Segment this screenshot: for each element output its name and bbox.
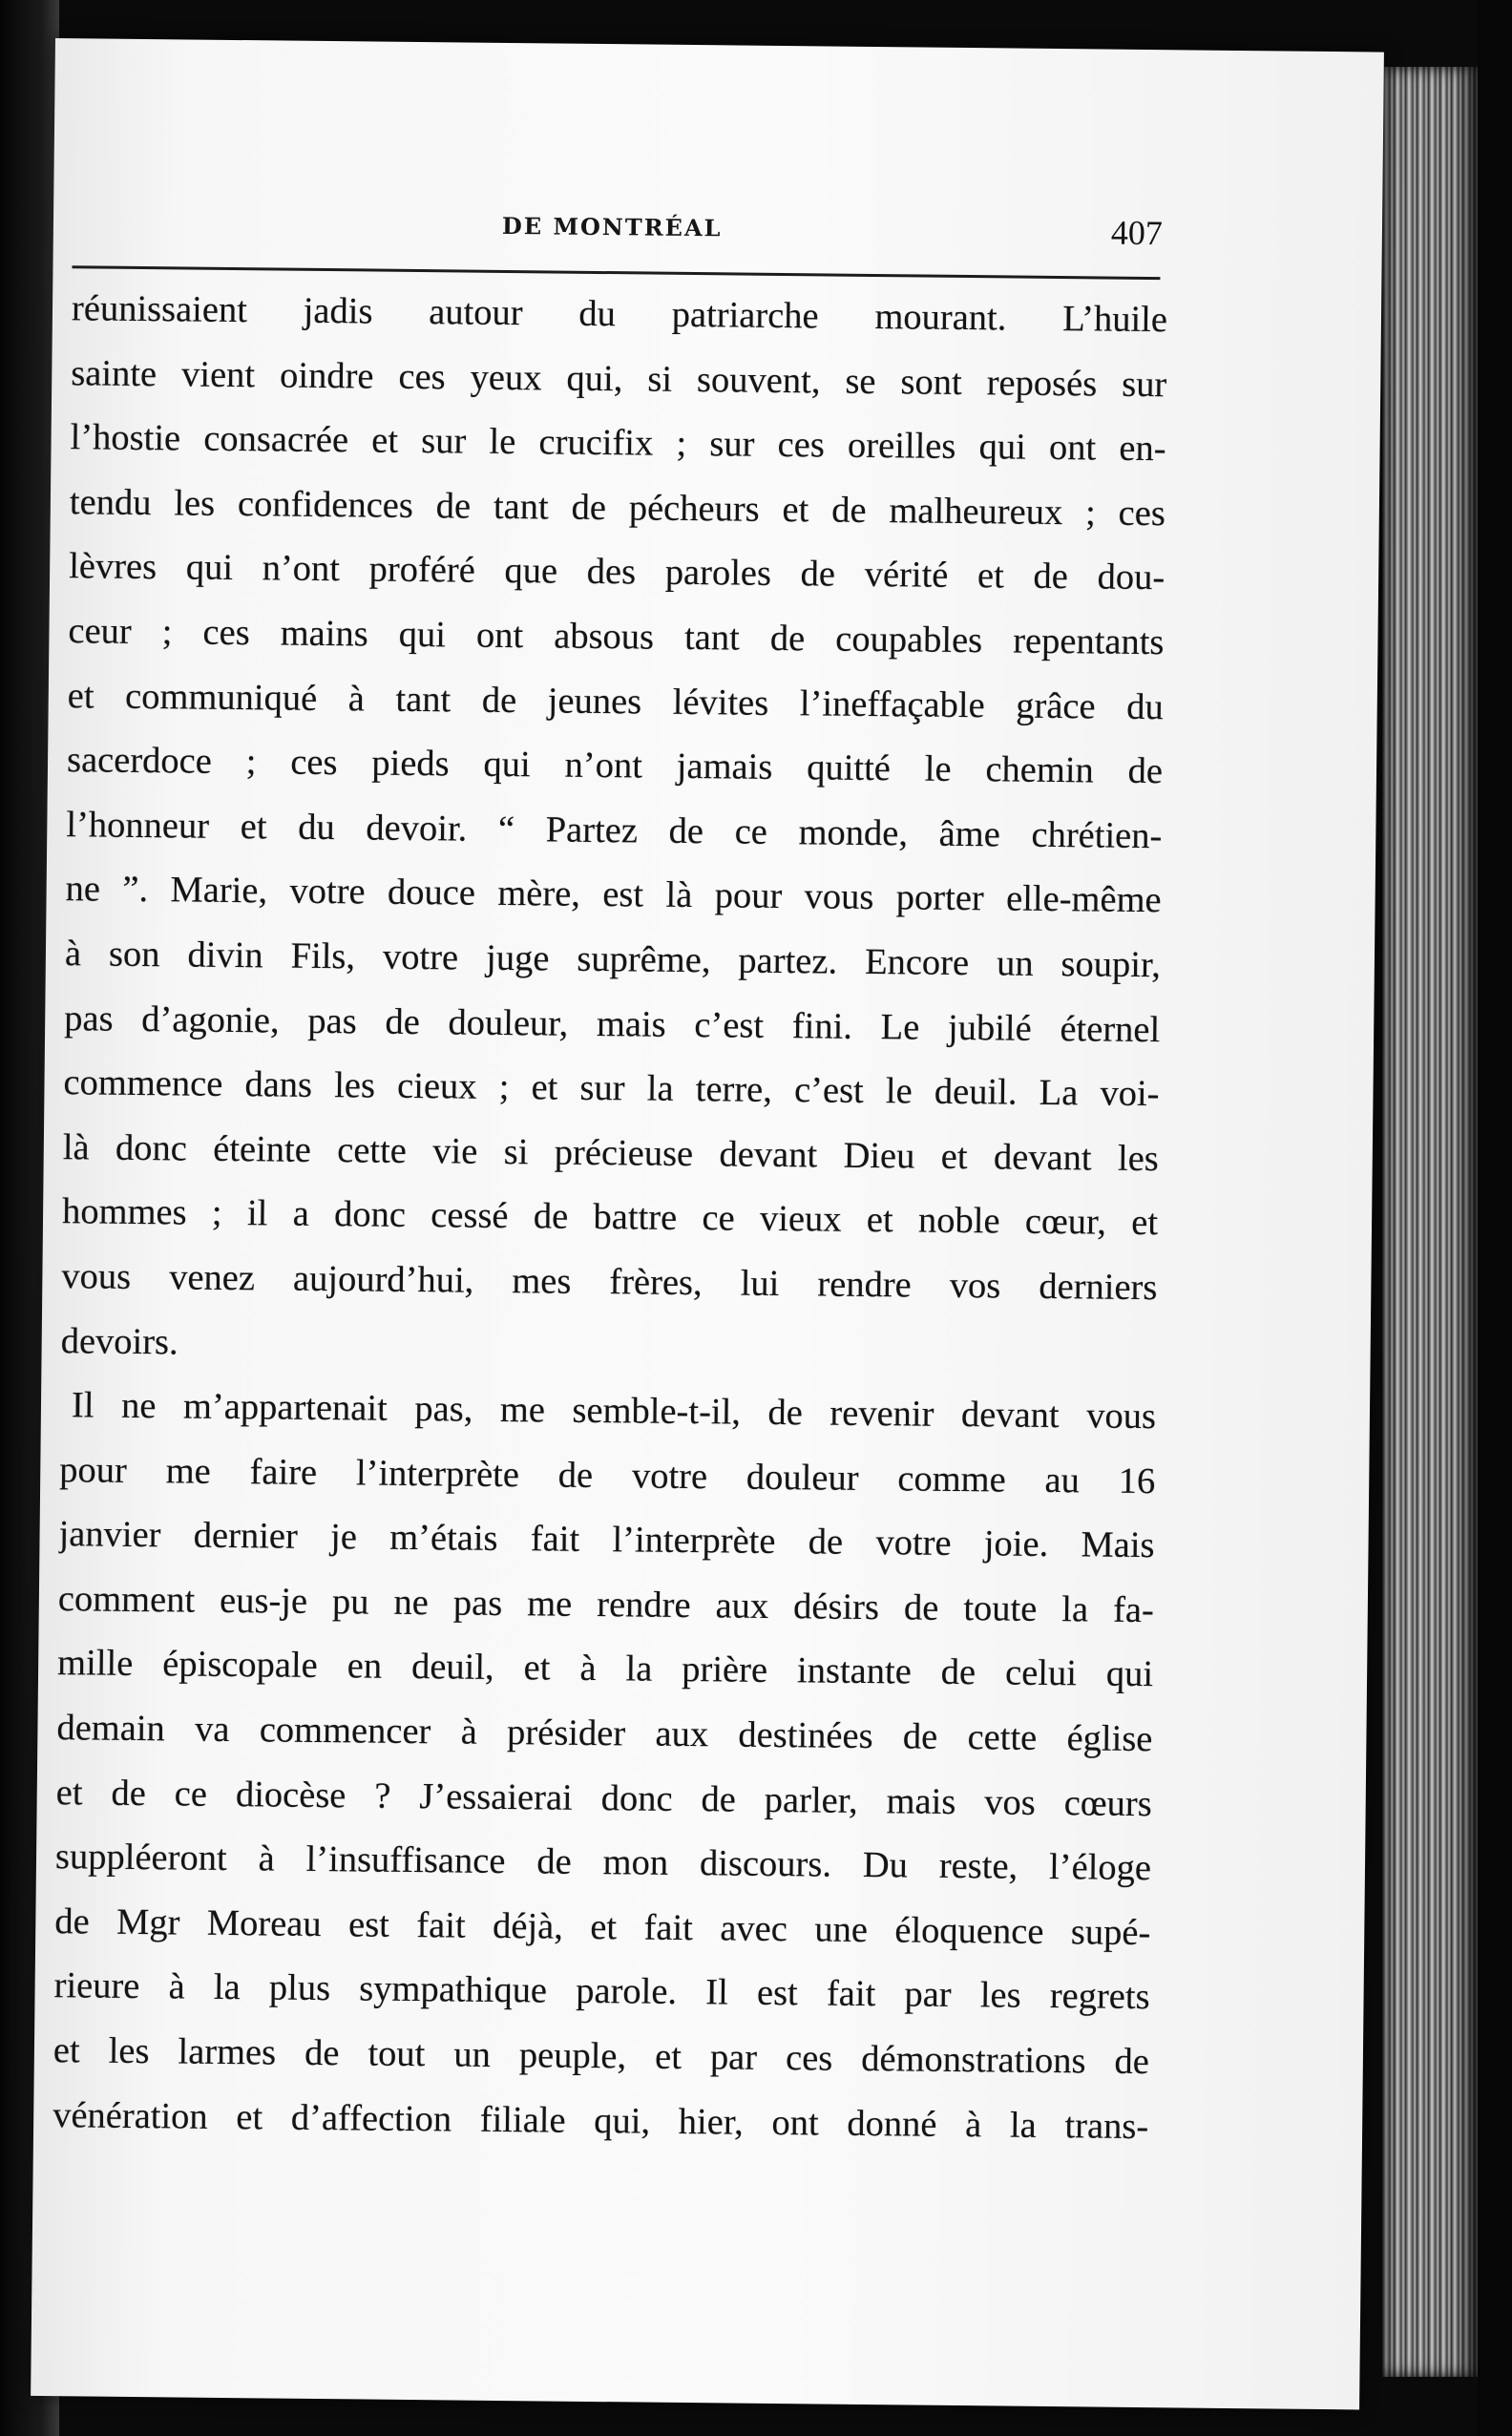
book-page-edges: [1382, 67, 1478, 2377]
text-line: ne ”. Marie, votre douce mère, est là pour vous porter elle-même: [65, 869, 1162, 921]
text-line: janvier dernier je m’étais fait l’interprète de votre joie. Mais: [58, 1514, 1155, 1566]
text-line: de Mgr Moreau est fait déjà, et fait avec une éloquence supé-: [54, 1900, 1151, 1953]
text-line: ceur ; ces mains qui ont absous tant de coupables repentants: [68, 611, 1165, 663]
text-line: commence dans les cieux ; et sur la terre, c’est le deuil. La voi-: [63, 1062, 1160, 1115]
text-line: demain va commencer à présider aux destinées de cette église: [56, 1708, 1153, 1760]
page-header: [53, 167, 1383, 258]
text-line: et les larmes de tout un peuple, et par ces démonstrations de: [52, 2030, 1150, 2083]
text-line: vous venez aujourd’hui, mes frères, lui rendre vos derniers: [61, 1256, 1158, 1309]
text-line: lèvres qui n’ont proféré que des paroles de vérité et de dou-: [68, 546, 1166, 598]
text-line: réunissaient jadis autour du patriarche mourant. L’huile: [71, 288, 1168, 341]
text-line: sacerdoce ; ces pieds qui n’ont jamais quitté le chemin de: [66, 740, 1164, 792]
right-dark-margin: [1478, 0, 1512, 2436]
text-line: devoirs.: [60, 1320, 178, 1362]
text-line: rieure à la plus sympathique parole. Il est fait par les regrets: [53, 1965, 1150, 2018]
book-page: [31, 38, 1384, 2409]
text-line: mille épiscopale en deuil, et à la prière instante de celui qui: [56, 1643, 1154, 1695]
body-text: [52, 277, 1167, 2159]
paragraph: [52, 1374, 1156, 2159]
text-line: pour me faire l’interprète de votre douleur comme au 16: [59, 1449, 1156, 1502]
text-line: comment eus-je pu ne pas me rendre aux désirs de toute la fa-: [57, 1578, 1155, 1631]
paragraph: [60, 277, 1167, 1385]
text-line: sainte vient oindre ces yeux qui, si souvent, se sont reposés sur: [71, 352, 1167, 405]
running-head: DE MONTRÉAL: [501, 211, 723, 242]
text-line: l’hostie consacrée et sur le crucifix ; sur ces oreilles qui ont en-: [70, 417, 1166, 470]
text-line: vénération et d’affection filiale qui, hier, ont donné à la trans-: [52, 2094, 1149, 2147]
text-line: hommes ; il a donc cessé de battre ce vieux et noble cœur, et: [61, 1191, 1159, 1244]
page-number: 407: [1110, 213, 1164, 253]
text-line: et communiqué à tant de jeunes lévites l’ineffaçable grâce du: [67, 675, 1164, 727]
text-line: pas d’agonie, pas de douleur, mais c’est fini. Le jubilé éternel: [64, 998, 1161, 1050]
text-line: suppléeront à l’insuffisance de mon discours. Du reste, l’éloge: [54, 1837, 1152, 1889]
text-line: là donc éteinte cette vie si précieuse devant Dieu et devant les: [62, 1126, 1159, 1179]
text-line: tendu les confidences de tant de pécheurs et de malheureux ; ces: [69, 481, 1166, 534]
text-line: à son divin Fils, votre juge suprême, partez. Encore un soupir,: [64, 934, 1162, 986]
header-rule: [72, 265, 1160, 280]
text-line: l’honneur et du devoir. “ Partez de ce monde, âme chrétien-: [66, 804, 1163, 856]
text-line: Il ne m’appartenait pas, me semble-t-il, de revenir devant vous: [71, 1385, 1157, 1438]
text-line: et de ce diocèse ? J’essaierai donc de parler, mais vos cœurs: [55, 1772, 1152, 1824]
